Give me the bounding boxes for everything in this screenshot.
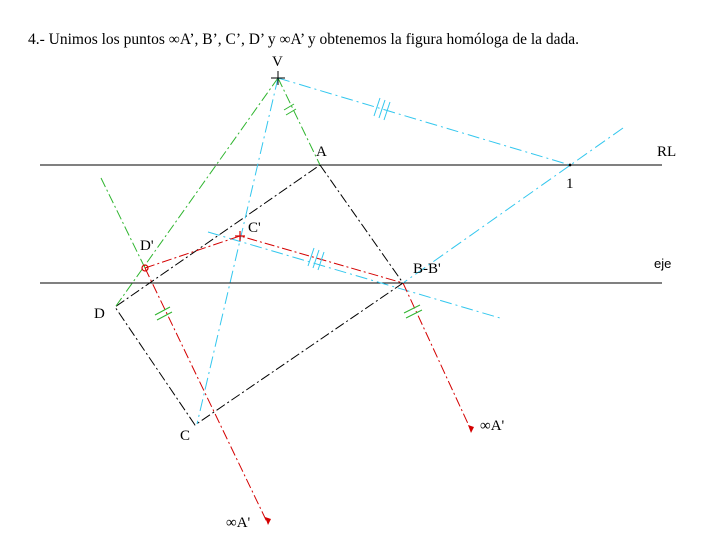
ray-v-c: [197, 78, 278, 424]
figure-caption: 4.- Unimos los puntos ∞A’, B’, C’, D’ y ∞A’ y obtenemos la figura homóloga de la dada.: [28, 31, 580, 48]
label-c-prime: C': [248, 220, 261, 236]
tick-marks-green-v: [284, 104, 296, 115]
line-through-c: [208, 232, 500, 318]
point-1-marker: [569, 164, 572, 167]
ray-d-inf-a: [145, 268, 267, 522]
vertex-v-marker: [271, 71, 285, 85]
point-c-prime-marker: [235, 231, 245, 241]
label-d: D: [94, 306, 105, 322]
ray-b-inf-a: [403, 283, 470, 428]
label-eje: eje: [654, 256, 672, 271]
label-1: 1: [566, 176, 574, 192]
ray-v-d: [116, 78, 278, 306]
label-a: A: [316, 144, 327, 160]
label-inf-a-prime-bottom: ∞A': [226, 515, 251, 531]
arrow-inf-a-right: [468, 425, 474, 433]
homologous-figure: [145, 236, 403, 283]
ray-upper-d: [101, 178, 145, 268]
tick-marks-cyan-middle: [308, 248, 324, 270]
tick-marks-cyan-top: [374, 98, 390, 120]
ray-v-a: [278, 78, 320, 165]
label-rl: RL: [657, 144, 677, 160]
label-v: V: [272, 54, 283, 70]
label-d-prime: D': [140, 238, 154, 254]
original-figure: [115, 165, 403, 425]
line-1-b: [403, 128, 623, 283]
label-b-b-prime: B-B': [413, 261, 441, 277]
tick-marks-green-bottom: [155, 305, 422, 320]
arrow-inf-a-bottom: [265, 517, 271, 525]
label-c: C: [180, 428, 191, 444]
label-inf-a-prime-right: ∞A': [480, 418, 505, 434]
